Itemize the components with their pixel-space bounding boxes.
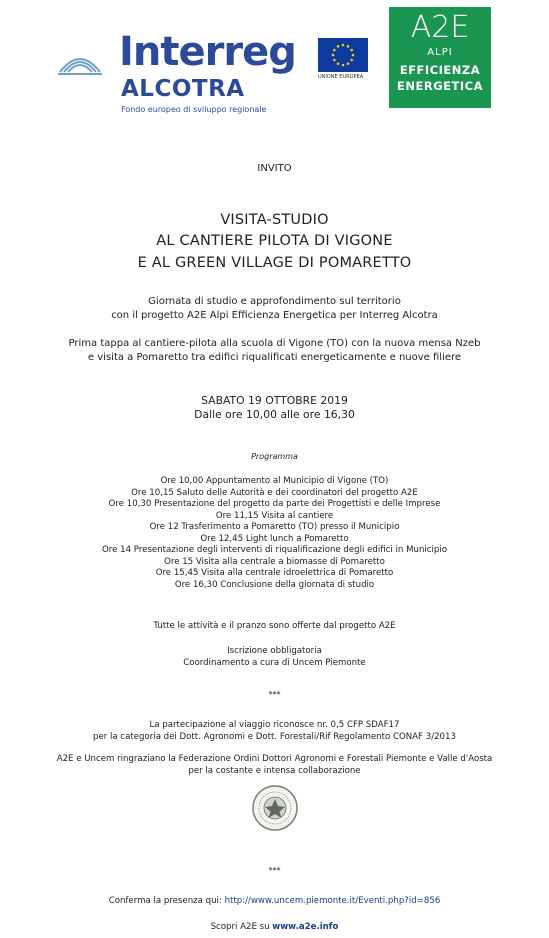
header-logos [0, 0, 549, 120]
interreg-wave-icon [58, 50, 102, 76]
conferma-link[interactable]: http://www.uncem.piemonte.it/Eventi.php?id=856 [224, 896, 441, 906]
a2e-logo-text: A2E [410, 10, 470, 45]
eu-star-icon [352, 54, 355, 57]
alcotra-logo-text: ALCOTRA [121, 76, 245, 102]
scopri-link[interactable]: www.a2e.info [272, 922, 339, 932]
eu-star-icon [342, 64, 345, 67]
programma-item: Ore 15 Visita alla centrale a biomasse di Pomaretto [164, 557, 385, 567]
programma-item: Ore 12 Trasferimento a Pomaretto (TO) presso il Municipio [149, 522, 400, 532]
event-date: SABATO 19 OTTOBRE 2019 [201, 394, 348, 407]
eu-star-icon [333, 59, 336, 62]
eu-star-icon [347, 45, 350, 48]
eu-star-icon [350, 49, 353, 52]
a2e-logo [389, 7, 491, 108]
eu-star-icon [332, 54, 335, 57]
programma-item: Ore 16,30 Conclusione della giornata di studio [174, 580, 375, 590]
a2e-alpi-text: ALPI [427, 47, 453, 58]
intro-line: con il progetto A2E Alpi Efficienza Energetica per Interreg Alcotra [111, 310, 438, 321]
conferma-line [0, 896, 549, 908]
programma-item: Ore 12,45 Light lunch a Pomaretto [200, 534, 349, 544]
programma-item: Ore 10,15 Saluto delle Autorità e dei coordinatori del progetto A2E [131, 488, 418, 498]
ringraziamenti-line: per la costante e intensa collaborazione [188, 766, 361, 776]
crediti-line: La partecipazione al viaggio riconosce nr. 0,5 CFP SDAF17 [149, 720, 400, 730]
programma-heading: Programma [251, 452, 298, 461]
a2e-energetica-text: ENERGETICA [397, 79, 483, 93]
intro-line: e visita a Pomaretto tra edifici riqualificati energeticamente e nuove filiere [87, 352, 462, 363]
event-title-line: VISITA-STUDIO [220, 212, 329, 228]
scopri-label: Scopri A2E su [210, 922, 270, 932]
event-title-line: E AL GREEN VILLAGE DI POMARETTO [137, 255, 412, 271]
eu-star-icon [350, 59, 353, 62]
eu-star-icon [347, 62, 350, 65]
iscrizione-note: Iscrizione obbligatoria [227, 646, 322, 656]
offerta-note: Tutte le attività e il pranzo sono offerte dal progetto A2E [153, 621, 396, 631]
eu-star-icon [337, 62, 340, 65]
coordinamento-note: Coordinamento a cura di Uncem Piemonte [183, 658, 366, 668]
agronomi-seal-icon [251, 784, 299, 832]
intro-line: Giornata di studio e approfondimento sul territorio [148, 296, 401, 307]
interreg-logo-text: Interreg [119, 29, 296, 75]
scopri-line [0, 922, 549, 934]
eu-star-icon [342, 44, 345, 47]
invito-label: INVITO [257, 163, 292, 174]
programma-item: Ore 14 Presentazione degli interventi di riqualificazione degli edifici in Municipio [102, 545, 447, 555]
a2e-efficienza-text: EFFICIENZA [399, 63, 481, 77]
fondo-europeo-text: Fondo europeo di sviluppo regionale [121, 105, 267, 114]
conferma-label: Conferma la presenza qui: [108, 896, 222, 906]
programma-item: Ore 15,45 Visita alla centrale idroelettrica di Pomaretto [155, 568, 394, 578]
programma-item: Ore 11,15 Visita al cantiere [215, 511, 334, 521]
programma-item: Ore 10,30 Presentazione del progetto da parte dei Progettisti e delle Imprese [108, 499, 441, 509]
programma-item: Ore 10,00 Appuntamento al Municipio di Vigone (TO) [160, 476, 389, 486]
event-title-line: AL CANTIERE PILOTA DI VIGONE [156, 233, 393, 249]
ringraziamenti-line: A2E e Uncem ringraziano la Federazione Ordini Dottori Agronomi e Forestali Piemonte e Valle d'Aosta [56, 754, 493, 764]
eu-star-icon [337, 45, 340, 48]
intro-line: Prima tappa al cantiere-pilota alla scuola di Vigone (TO) con la nuova mensa Nzeb [68, 338, 481, 349]
eu-caption: UNIONE EUROPEA [318, 74, 364, 80]
separator: *** [268, 690, 281, 699]
eu-flag-icon [318, 38, 368, 72]
event-hours: Dalle ore 10,00 alle ore 16,30 [194, 408, 355, 421]
eu-star-icon [333, 49, 336, 52]
crediti-line: per la categoria dei Dott. Agronomi e Dott. Forestali/Rif Regolamento CONAF 3/2013 [93, 732, 456, 742]
separator: *** [268, 866, 281, 875]
